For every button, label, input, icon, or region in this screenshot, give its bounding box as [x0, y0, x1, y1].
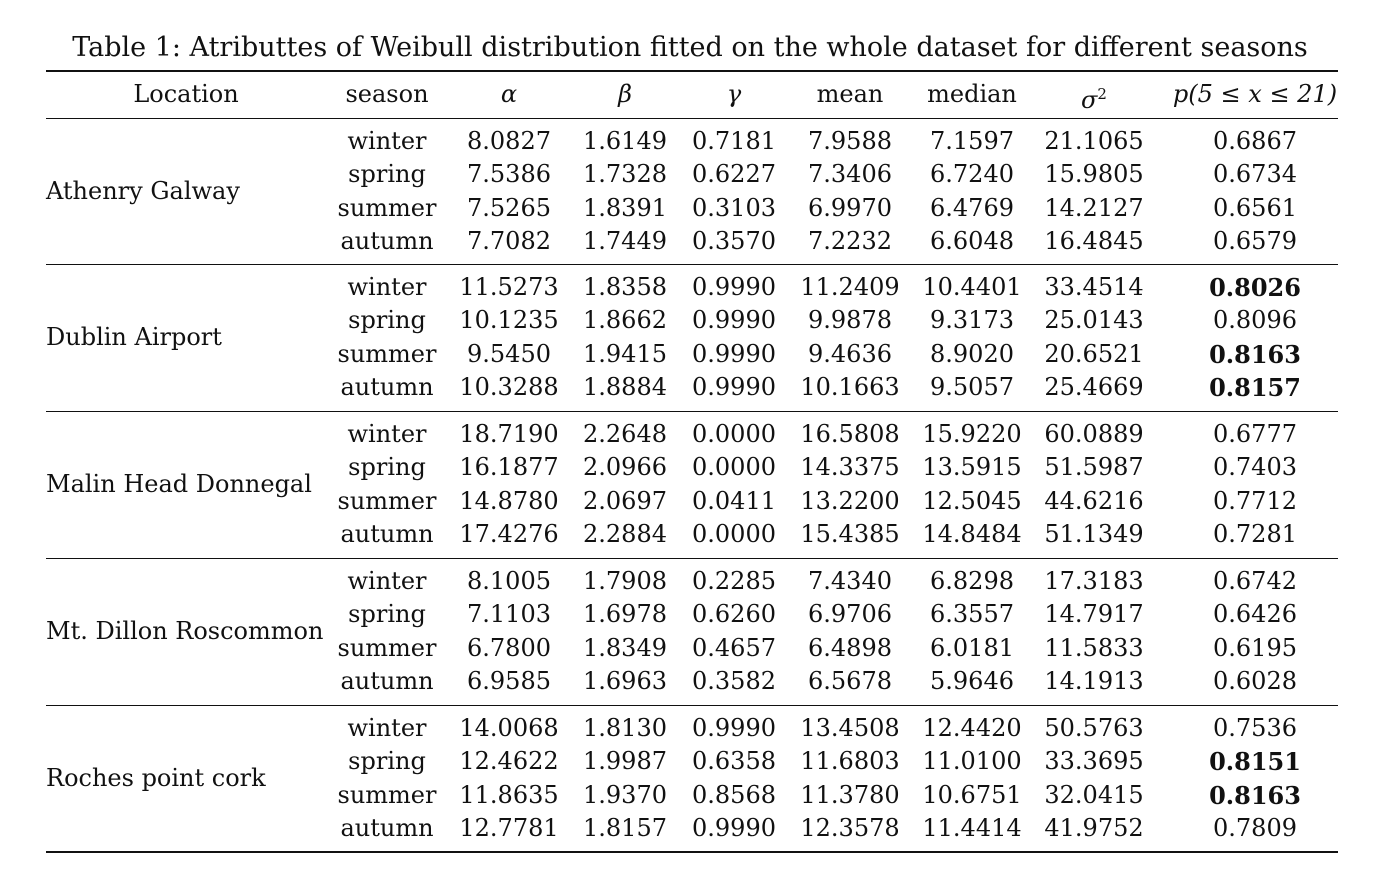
- season-cell: winter: [347, 127, 427, 155]
- beta-cell: 1.8157: [583, 813, 667, 842]
- bottom-rule: [46, 851, 1338, 853]
- beta-cell: 1.8349: [583, 633, 667, 662]
- mean-cell: 7.2232: [808, 226, 892, 255]
- top-rule: [46, 70, 1338, 72]
- header-probability: p(5 ≤ x ≤ 21): [1172, 80, 1338, 108]
- variance-cell: 15.9805: [1044, 160, 1144, 189]
- variance-cell: 14.1913: [1044, 666, 1144, 695]
- variance-cell: 11.5833: [1044, 633, 1144, 662]
- beta-cell: 2.0697: [583, 486, 667, 515]
- gamma-cell: 0.9990: [692, 372, 776, 401]
- median-cell: 6.6048: [930, 226, 1014, 255]
- alpha-cell: 7.1103: [467, 600, 551, 629]
- season-cell: summer: [337, 780, 437, 809]
- location-label: Dublin Airport: [46, 322, 222, 351]
- median-cell: 7.1597: [930, 127, 1014, 155]
- median-cell: 14.8484: [922, 519, 1022, 548]
- alpha-cell: 9.5450: [467, 339, 551, 368]
- mean-cell: 6.9970: [808, 193, 892, 222]
- header-mean: mean: [816, 80, 884, 108]
- median-cell: 9.5057: [930, 372, 1014, 401]
- mean-cell: 11.3780: [800, 780, 900, 809]
- season-cell: autumn: [340, 372, 434, 401]
- mean-cell: 11.2409: [800, 273, 900, 301]
- probability-cell: 0.8096: [1213, 306, 1297, 335]
- alpha-cell: 6.9585: [467, 666, 551, 695]
- alpha-cell: 10.1235: [459, 306, 559, 335]
- alpha-cell: 7.5265: [467, 193, 551, 222]
- median-cell: 12.4420: [922, 714, 1022, 742]
- beta-cell: 1.8130: [583, 714, 667, 742]
- season-cell: autumn: [340, 519, 434, 548]
- probability-cell: 0.6426: [1213, 600, 1297, 629]
- header-location: Location: [133, 80, 239, 108]
- median-cell: 11.4414: [922, 813, 1022, 842]
- probability-cell: 0.8026: [1209, 273, 1301, 302]
- mean-cell: 7.9588: [808, 127, 892, 155]
- median-cell: 8.9020: [930, 339, 1014, 368]
- gamma-cell: 0.4657: [692, 633, 776, 662]
- alpha-cell: 18.7190: [459, 420, 559, 448]
- alpha-cell: 14.8780: [459, 486, 559, 515]
- beta-cell: 1.7449: [583, 226, 667, 255]
- variance-cell: 50.5763: [1044, 714, 1144, 742]
- beta-cell: 1.9415: [583, 339, 667, 368]
- beta-cell: 1.7328: [583, 160, 667, 189]
- probability-cell: 0.7403: [1213, 453, 1297, 482]
- season-cell: summer: [337, 339, 437, 368]
- mean-cell: 6.4898: [808, 633, 892, 662]
- beta-cell: 1.9370: [583, 780, 667, 809]
- beta-cell: 1.9987: [583, 747, 667, 776]
- gamma-cell: 0.9990: [692, 306, 776, 335]
- season-cell: spring: [348, 160, 426, 189]
- median-cell: 6.4769: [930, 193, 1014, 222]
- mean-cell: 9.9878: [808, 306, 892, 335]
- probability-cell: 0.7536: [1213, 714, 1297, 742]
- median-cell: 10.4401: [922, 273, 1022, 301]
- variance-cell: 21.1065: [1044, 127, 1144, 155]
- beta-cell: 1.8662: [583, 306, 667, 335]
- location-label: Roches point cork: [46, 763, 266, 792]
- season-cell: winter: [347, 273, 427, 301]
- probability-cell: 0.6777: [1213, 420, 1297, 448]
- alpha-cell: 8.1005: [467, 567, 551, 595]
- variance-cell: 51.5987: [1044, 453, 1144, 482]
- variance-cell: 41.9752: [1044, 813, 1144, 842]
- season-cell: autumn: [340, 813, 434, 842]
- header-rule: [46, 118, 1338, 119]
- gamma-cell: 0.3570: [692, 226, 776, 255]
- gamma-cell: 0.9990: [692, 714, 776, 742]
- variance-cell: 14.2127: [1044, 193, 1144, 222]
- season-cell: autumn: [340, 226, 434, 255]
- probability-cell: 0.8163: [1209, 339, 1301, 369]
- header-season: season: [345, 80, 429, 108]
- beta-cell: 2.0966: [583, 453, 667, 482]
- header-alpha: α: [500, 80, 518, 108]
- season-cell: summer: [337, 486, 437, 515]
- probability-cell: 0.7281: [1213, 519, 1297, 548]
- season-cell: spring: [348, 600, 426, 629]
- mean-cell: 13.4508: [800, 714, 900, 742]
- gamma-cell: 0.9990: [692, 273, 776, 301]
- variance-cell: 32.0415: [1044, 780, 1144, 809]
- mean-cell: 10.1663: [800, 372, 900, 401]
- location-label: Malin Head Donnegal: [46, 469, 312, 498]
- probability-cell: 0.8151: [1209, 747, 1301, 777]
- probability-cell: 0.6561: [1213, 193, 1297, 222]
- location-label: Athenry Galway: [46, 176, 240, 205]
- gamma-cell: 0.0411: [692, 486, 776, 515]
- mean-cell: 15.4385: [800, 519, 900, 548]
- location-label: Mt. Dillon Roscommon: [46, 616, 324, 645]
- header-variance-exponent: 2: [1097, 85, 1107, 103]
- gamma-cell: 0.2285: [692, 567, 776, 595]
- median-cell: 6.3557: [930, 600, 1014, 629]
- gamma-cell: 0.6260: [692, 600, 776, 629]
- mean-cell: 6.5678: [808, 666, 892, 695]
- beta-cell: 1.7908: [583, 567, 667, 595]
- probability-cell: 0.8163: [1209, 780, 1301, 810]
- variance-cell: 44.6216: [1044, 486, 1144, 515]
- header-variance: [1081, 78, 1107, 117]
- season-cell: summer: [337, 633, 437, 662]
- median-cell: 11.0100: [922, 747, 1022, 776]
- alpha-cell: 6.7800: [467, 633, 551, 662]
- mean-cell: 13.2200: [800, 486, 900, 515]
- alpha-cell: 8.0827: [467, 127, 551, 155]
- mean-cell: 7.4340: [808, 567, 892, 595]
- variance-cell: 25.4669: [1044, 372, 1144, 401]
- median-cell: 9.3173: [930, 306, 1014, 335]
- variance-cell: 33.3695: [1044, 747, 1144, 776]
- median-cell: 12.5045: [922, 486, 1022, 515]
- beta-cell: 1.8391: [583, 193, 667, 222]
- alpha-cell: 12.7781: [459, 813, 559, 842]
- beta-cell: 2.2648: [583, 420, 667, 448]
- variance-cell: 14.7917: [1044, 600, 1144, 629]
- season-cell: spring: [348, 453, 426, 482]
- beta-cell: 1.6149: [583, 127, 667, 155]
- season-cell: spring: [348, 747, 426, 776]
- mean-cell: 14.3375: [800, 453, 900, 482]
- mean-cell: 7.3406: [808, 160, 892, 189]
- mean-cell: 6.9706: [808, 600, 892, 629]
- gamma-cell: 0.6227: [692, 160, 776, 189]
- median-cell: 6.8298: [930, 567, 1014, 595]
- group-separator-3: [46, 558, 1338, 559]
- median-cell: 6.0181: [930, 633, 1014, 662]
- beta-cell: 1.6963: [583, 666, 667, 695]
- median-cell: 6.7240: [930, 160, 1014, 189]
- gamma-cell: 0.7181: [692, 127, 776, 155]
- probability-cell: 0.7809: [1213, 813, 1297, 842]
- median-cell: 10.6751: [922, 780, 1022, 809]
- probability-cell: 0.6579: [1213, 226, 1297, 255]
- median-cell: 13.5915: [922, 453, 1022, 482]
- beta-cell: 1.8358: [583, 273, 667, 301]
- group-separator-2: [46, 411, 1338, 412]
- probability-cell: 0.7712: [1213, 486, 1297, 515]
- gamma-cell: 0.0000: [692, 519, 776, 548]
- alpha-cell: 11.8635: [459, 780, 559, 809]
- probability-cell: 0.6195: [1213, 633, 1297, 662]
- header-gamma: γ: [726, 80, 742, 108]
- variance-cell: 16.4845: [1044, 226, 1144, 255]
- alpha-cell: 11.5273: [459, 273, 559, 301]
- alpha-cell: 16.1877: [459, 453, 559, 482]
- probability-cell: 0.6867: [1213, 127, 1297, 155]
- probability-cell: 0.6734: [1213, 160, 1297, 189]
- variance-cell: 17.3183: [1044, 567, 1144, 595]
- gamma-cell: 0.6358: [692, 747, 776, 776]
- season-cell: winter: [347, 714, 427, 742]
- header-median: median: [927, 80, 1017, 108]
- group-separator-4: [46, 705, 1338, 706]
- gamma-cell: 0.0000: [692, 453, 776, 482]
- variance-cell: 33.4514: [1044, 273, 1144, 301]
- gamma-cell: 0.8568: [692, 780, 776, 809]
- mean-cell: 11.6803: [800, 747, 900, 776]
- variance-cell: 60.0889: [1044, 420, 1144, 448]
- gamma-cell: 0.3103: [692, 193, 776, 222]
- probability-cell: 0.6028: [1213, 666, 1297, 695]
- probability-cell: 0.6742: [1213, 567, 1297, 595]
- gamma-cell: 0.3582: [692, 666, 776, 695]
- header-beta: β: [618, 80, 632, 108]
- season-cell: spring: [348, 306, 426, 335]
- season-cell: winter: [347, 567, 427, 595]
- gamma-cell: 0.9990: [692, 339, 776, 368]
- probability-cell: 0.8157: [1209, 372, 1301, 402]
- header-variance-base: σ: [1081, 86, 1098, 114]
- gamma-cell: 0.9990: [692, 813, 776, 842]
- alpha-cell: 12.4622: [459, 747, 559, 776]
- variance-cell: 20.6521: [1044, 339, 1144, 368]
- season-cell: summer: [337, 193, 437, 222]
- beta-cell: 1.8884: [583, 372, 667, 401]
- table-caption: Table 1: Atributtes of Weibull distribution fitted on the whole dataset for different seasons: [72, 32, 1308, 63]
- season-cell: winter: [347, 420, 427, 448]
- gamma-cell: 0.0000: [692, 420, 776, 448]
- alpha-cell: 10.3288: [459, 372, 559, 401]
- alpha-cell: 14.0068: [459, 714, 559, 742]
- mean-cell: 9.4636: [808, 339, 892, 368]
- season-cell: autumn: [340, 666, 434, 695]
- alpha-cell: 17.4276: [459, 519, 559, 548]
- beta-cell: 1.6978: [583, 600, 667, 629]
- alpha-cell: 7.5386: [467, 160, 551, 189]
- group-separator-1: [46, 264, 1338, 265]
- alpha-cell: 7.7082: [467, 226, 551, 255]
- median-cell: 5.9646: [930, 666, 1014, 695]
- mean-cell: 16.5808: [800, 420, 900, 448]
- beta-cell: 2.2884: [583, 519, 667, 548]
- variance-cell: 51.1349: [1044, 519, 1144, 548]
- variance-cell: 25.0143: [1044, 306, 1144, 335]
- mean-cell: 12.3578: [800, 813, 900, 842]
- median-cell: 15.9220: [922, 420, 1022, 448]
